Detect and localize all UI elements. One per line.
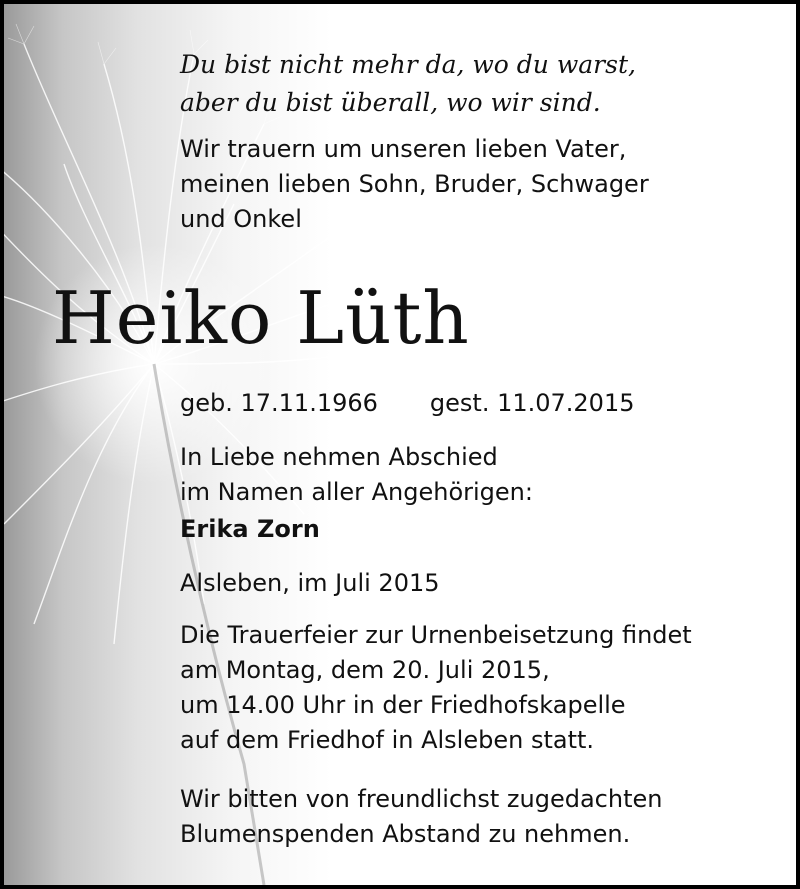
service-line: auf dem Friedhof in Alsleben statt.	[180, 726, 595, 754]
quote-line: aber du bist überall, wo wir sind.	[180, 88, 601, 117]
intro-text	[180, 132, 649, 237]
service-line: um 14.00 Uhr in der Friedhofskapelle	[180, 691, 626, 719]
life-dates	[180, 386, 635, 421]
service-details	[180, 618, 692, 758]
place-date: Alsleben, im Juli 2015	[180, 569, 440, 597]
deceased-name: Heiko Lüth	[52, 276, 470, 360]
intro-line: meinen lieben Sohn, Bruder, Schwager	[180, 170, 649, 198]
flower-request	[180, 782, 662, 852]
quote	[180, 46, 636, 122]
quote-line: Du bist nicht mehr da, wo du warst,	[180, 50, 636, 79]
farewell-line: In Liebe nehmen Abschied	[180, 443, 498, 471]
birth-date: geb. 17.11.1966	[180, 389, 378, 417]
farewell-text	[180, 440, 533, 510]
request-line: Wir bitten von freundlichst zugedachten	[180, 785, 663, 813]
service-line: Die Trauerfeier zur Urnenbeisetzung findet	[180, 621, 692, 649]
death-date: gest. 11.07.2015	[429, 389, 635, 417]
service-line: am Montag, dem 20. Juli 2015,	[180, 656, 550, 684]
request-line: Blumenspenden Abstand zu nehmen.	[180, 820, 631, 848]
farewell-line: im Namen aller Angehörigen:	[180, 478, 533, 506]
intro-line: Wir trauern um unseren lieben Vater,	[180, 135, 627, 163]
signer-name: Erika Zorn	[180, 515, 320, 543]
intro-line: und Onkel	[180, 205, 302, 233]
